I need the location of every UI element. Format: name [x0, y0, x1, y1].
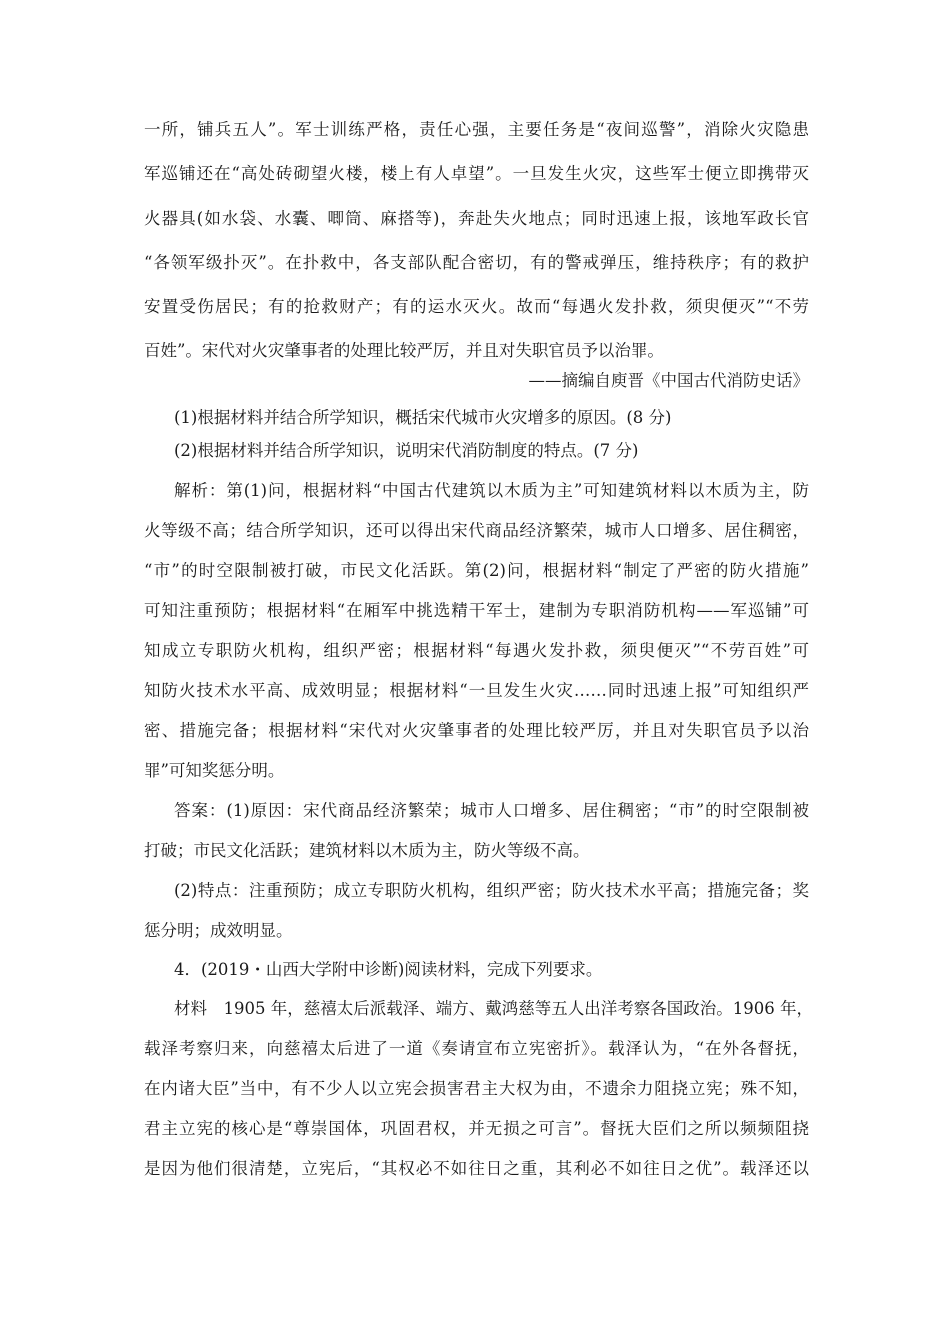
answer-line: 答案：(1)原因：宋代商品经济繁荣；城市人口增多、居住稠密；“市”的时空限制被 — [174, 801, 809, 820]
answer-line: 惩分明；成效明显。 — [144, 921, 293, 940]
answer-line: 打破；市民文化活跃；建筑材料以木质为主，防火等级不高。 — [144, 841, 590, 860]
material-line: 材料 1905 年，慈禧太后派载泽、端方、戴鸿慈等五人出洋考察各国政治。1906 年， — [174, 999, 813, 1018]
analysis-line: 罪”可知奖惩分明。 — [144, 761, 285, 780]
analysis-line: “市”的时空限制被打破，市民文化活跃。第(2)问，根据材料“制定了严密的防火措施” — [144, 561, 809, 580]
analysis-line: 知防火技术水平高、成效明显；根据材料“一旦发生火灾……同时迅速上报”可知组织严 — [144, 681, 809, 700]
text-line: 百姓”。宋代对火灾肇事者的处理比较严厉，并且对失职官员予以治罪。 — [144, 341, 664, 360]
material-line: 在内诸大臣”当中，有不少人以立宪会损害君主大权为由，不遗余力阻挠立宪；殊不知， — [144, 1079, 809, 1098]
material-line: 君主立宪的核心是“尊崇国体，巩固君权，并无损之可言”。督抚大臣们之所以频频阻挠 — [144, 1119, 809, 1138]
text-line: “各领军级扑灭”。在扑救中，各支部队配合密切，有的警戒弹压，维持秩序；有的救护 — [144, 253, 809, 272]
analysis-line: 密、措施完备；根据材料“宋代对火灾肇事者的处理比较严厉，并且对失职官员予以治 — [144, 721, 809, 740]
material-line: 载泽考察归来，向慈禧太后进了一道《奏请宣布立宪密折》。载泽认为，“在外各督抚， — [144, 1039, 809, 1058]
answer-line: (2)特点：注重预防；成立专职防火机构，组织严密；防火技术水平高；措施完备；奖 — [174, 881, 809, 900]
analysis-line: 可知注重预防；根据材料“在厢军中挑选精干军士，建制为专职消防机构——军巡铺”可 — [144, 601, 809, 620]
text-line: 安置受伤居民；有的抢救财产；有的运水灭火。故而“每遇火发扑救，须臾便灭”“不劳 — [144, 297, 809, 316]
analysis-line: 火等级不高；结合所学知识，还可以得出宋代商品经济繁荣，城市人口增多、居住稠密， — [144, 521, 809, 540]
question-4-heading: 4．(2019・山西大学附中诊断)阅读材料，完成下列要求。 — [174, 960, 603, 979]
question-2: (2)根据材料并结合所学知识，说明宋代消防制度的特点。(7 分) — [174, 441, 639, 460]
question-1: (1)根据材料并结合所学知识，概括宋代城市火灾增多的原因。(8 分) — [174, 408, 672, 427]
text-line: 军巡铺还在“高处砖砌望火楼，楼上有人卓望”。一旦发生火灾，这些军士便立即携带灭 — [144, 164, 809, 183]
analysis-line: 知成立专职防火机构，组织严密；根据材料“每遇火发扑救，须臾便灭”“不劳百姓”可 — [144, 641, 809, 660]
analysis-line: 解析：第(1)问，根据材料“中国古代建筑以木质为主”可知建筑材料以木质为主，防 — [174, 481, 809, 500]
material-line: 是因为他们很清楚，立宪后，“其权必不如往日之重，其利必不如往日之优”。载泽还以 — [144, 1159, 809, 1178]
source-citation: ——摘编自庾晋《中国古代消防史话》 — [528, 371, 809, 390]
text-line: 一所，铺兵五人”。军士训练严格，责任心强，主要任务是“夜间巡警”，消除火灾隐患 — [144, 120, 809, 139]
text-line: 火器具(如水袋、水囊、唧筒、麻搭等)，奔赴失火地点；同时迅速上报，该地军政长官 — [144, 209, 809, 228]
